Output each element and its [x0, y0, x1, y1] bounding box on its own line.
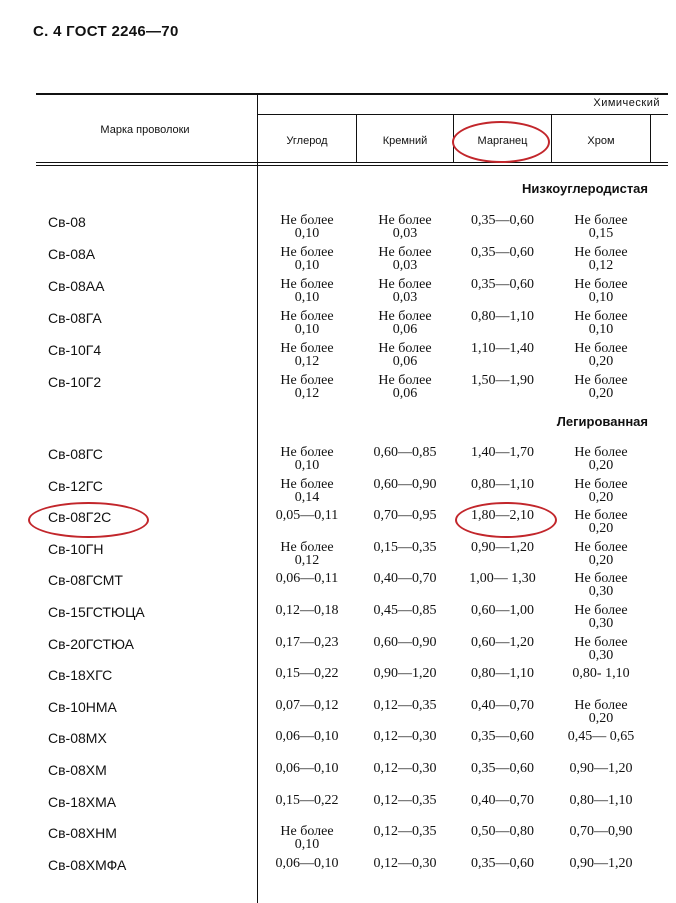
- cell-chromium: [552, 477, 650, 505]
- cell-line: Не более: [378, 373, 432, 388]
- column-group-label: Химический: [593, 97, 660, 109]
- cell-line-value: 0,10: [294, 837, 320, 853]
- cell-line: Не более: [280, 445, 334, 460]
- cell-chromium: [552, 603, 650, 631]
- cell-line: Не более: [280, 245, 334, 260]
- cell-carbon: [258, 698, 356, 713]
- cell-manganese: [454, 245, 551, 260]
- cell-line: Не более: [280, 539, 334, 555]
- row-grade: Св-10НМА: [48, 698, 117, 715]
- cell-line-value: 0,20: [588, 489, 614, 505]
- cell-line: Не более: [280, 277, 334, 292]
- cell-line: 0,06—0,10: [275, 855, 339, 871]
- cell-carbon: [258, 309, 356, 337]
- column-header-carbon: Углерод: [286, 135, 328, 147]
- cell-carbon: [258, 341, 356, 369]
- column-header-silicon: Кремний: [382, 135, 428, 147]
- cell-carbon: [258, 761, 356, 776]
- cell-line: 0,06—0,10: [275, 761, 339, 776]
- cell-chromium: [552, 824, 650, 839]
- cell-chromium: [552, 373, 650, 401]
- cell-line-value: 0,06: [392, 386, 418, 401]
- cell-line: 0,06—0,10: [275, 729, 339, 745]
- cell-line-value: 0,10: [294, 458, 320, 473]
- cell-carbon: [258, 824, 356, 852]
- cell-carbon: [258, 571, 356, 586]
- cell-silicon: [357, 571, 453, 586]
- cell-line-value: 0,10: [294, 322, 320, 337]
- cell-line: 0,12—0,18: [275, 603, 339, 618]
- cell-line-value: 0,10: [588, 290, 614, 305]
- cell-silicon: [357, 540, 453, 555]
- row-grade: Св-18ХМА: [48, 793, 117, 810]
- cell-line: 1,00— 1,30: [469, 571, 536, 587]
- cell-line: 0,15—0,22: [275, 666, 339, 682]
- cell-line: Не более: [574, 571, 628, 587]
- cell-line: 0,17—0,23: [275, 634, 339, 650]
- cell-line: 0,40—0,70: [373, 571, 437, 587]
- cell-silicon: [357, 477, 453, 492]
- cell-line-value: 0,20: [588, 710, 614, 726]
- cell-line: Не более: [280, 824, 334, 840]
- cell-chromium: [552, 698, 650, 726]
- cell-line-value: 0,30: [588, 647, 614, 663]
- cell-manganese: [454, 729, 551, 744]
- cell-line: Не более: [280, 476, 334, 492]
- row-grade: Св-18ХГС: [48, 667, 113, 684]
- row-grade: Св-12ГС: [48, 477, 103, 494]
- column-header-manganese: Марганец: [477, 135, 528, 147]
- cell-line: Не более: [574, 697, 628, 713]
- cell-line: 0,80- 1,10: [572, 666, 630, 682]
- cell-line: Не более: [574, 341, 628, 356]
- cell-line-value: 0,12: [294, 552, 320, 568]
- cell-line: 1,10—1,40: [471, 341, 534, 356]
- cell-line: 0,70—0,90: [569, 824, 633, 840]
- column-header-grade: Марка проволоки: [100, 124, 190, 136]
- header-bottom-rule-2: [36, 165, 668, 166]
- cell-line: 0,80—1,10: [471, 666, 534, 682]
- row-grade: Св-15ГСТЮЦА: [48, 604, 145, 620]
- header-bottom-rule: [36, 162, 668, 163]
- cell-line-value: 0,12: [588, 258, 614, 273]
- cell-line-value: 0,06: [392, 322, 418, 337]
- cell-line-value: 0,20: [588, 458, 614, 473]
- cell-line: 1,80—2,10: [471, 508, 534, 524]
- cell-line: 0,90—1,20: [373, 666, 437, 682]
- cell-line: 0,15—0,35: [373, 539, 437, 555]
- cell-line: 0,60—0,90: [373, 634, 437, 650]
- cell-line-value: 0,12: [294, 354, 320, 369]
- cell-line: 0,07—0,12: [275, 697, 339, 713]
- cell-line: 0,12—0,30: [373, 855, 437, 871]
- cell-line: Не более: [574, 245, 628, 260]
- cell-line: 1,40—1,70: [471, 445, 534, 460]
- cell-line: 0,60—0,90: [373, 476, 437, 492]
- cell-line-value: 0,15: [588, 226, 614, 241]
- row-grade: Св-20ГСТЮА: [48, 635, 134, 652]
- cell-line-value: 0,03: [392, 290, 418, 305]
- cell-line: Не более: [574, 373, 628, 388]
- cell-line-value: 0,10: [294, 258, 320, 273]
- cell-line: 0,80—1,10: [471, 309, 534, 324]
- cell-line-value: 0,30: [588, 584, 614, 600]
- cell-line: Не более: [280, 309, 334, 324]
- cell-silicon: [357, 824, 453, 839]
- page-header: С. 4 ГОСТ 2246—70: [33, 23, 179, 40]
- cell-manganese: [454, 824, 551, 839]
- row-grade: Св-08ГС: [48, 446, 103, 462]
- cell-line: 0,12—0,30: [373, 729, 437, 745]
- cell-manganese: [454, 341, 551, 356]
- row-grade: Св-08: [48, 214, 86, 230]
- cell-line-value: 0,14: [294, 489, 320, 505]
- cell-line: Не более: [378, 341, 432, 356]
- cell-carbon: [258, 856, 356, 871]
- cell-carbon: [258, 793, 356, 808]
- cell-carbon: [258, 245, 356, 273]
- cell-line-value: 0,03: [392, 258, 418, 273]
- cell-line-value: 0,06: [392, 354, 418, 369]
- cell-line-value: 0,20: [588, 386, 614, 401]
- cell-line-value: 0,30: [588, 616, 614, 631]
- cell-line-value: 0,03: [392, 226, 418, 241]
- cell-line-value: 0,20: [588, 354, 614, 369]
- cell-line: 0,90—1,20: [569, 855, 633, 871]
- cell-manganese: [454, 761, 551, 776]
- cell-chromium: [552, 761, 650, 776]
- cell-chromium: [552, 540, 650, 568]
- row-grade: Св-10ГН: [48, 540, 104, 557]
- cell-chromium: [552, 445, 650, 473]
- cell-line: 0,15—0,22: [275, 792, 339, 808]
- cell-silicon: [357, 603, 453, 618]
- section-title-low-carbon: Низкоуглеродистая: [522, 181, 648, 196]
- cell-line: 0,35—0,60: [471, 277, 534, 292]
- cell-manganese: [454, 698, 551, 713]
- cell-line-value: 0,10: [294, 290, 320, 305]
- row-grade: Св-08АА: [48, 278, 105, 294]
- cell-manganese: [454, 793, 551, 808]
- cell-line: 0,40—0,70: [471, 792, 534, 808]
- cell-line: 0,35—0,60: [471, 213, 534, 228]
- cell-line: Не более: [574, 309, 628, 324]
- cell-carbon: [258, 213, 356, 241]
- cell-line: 0,45— 0,65: [567, 729, 635, 745]
- cell-line: Не более: [280, 213, 334, 228]
- cell-carbon: [258, 729, 356, 744]
- cell-silicon: [357, 856, 453, 871]
- cell-line: 0,12—0,35: [373, 697, 437, 713]
- cell-line: 0,40—0,70: [471, 697, 534, 713]
- row-grade: Св-08Г2С: [48, 509, 112, 526]
- table-top-rule: [36, 93, 668, 95]
- cell-carbon: [258, 603, 356, 618]
- cell-line: Не более: [574, 277, 628, 292]
- cell-silicon: [357, 729, 453, 744]
- cell-line: 0,35—0,60: [471, 729, 534, 745]
- cell-line: 0,70—0,95: [373, 508, 437, 524]
- highlight-circle-manganese-value: [455, 502, 557, 538]
- cell-line: Не более: [574, 508, 628, 524]
- cell-line: 0,90—1,20: [569, 761, 633, 776]
- row-grade: Св-08МХ: [48, 730, 107, 747]
- cell-line: 0,35—0,60: [471, 855, 534, 871]
- row-grade: Св-10Г2: [48, 374, 102, 390]
- cell-line: 1,50—1,90: [471, 373, 534, 388]
- cell-chromium: [552, 245, 650, 273]
- cell-line: 0,05—0,11: [275, 508, 339, 524]
- section-title-alloyed: Легированная: [556, 414, 648, 429]
- cell-manganese: [454, 309, 551, 324]
- cell-carbon: [258, 277, 356, 305]
- cell-line: 0,80—1,10: [569, 792, 633, 808]
- group-underline: [258, 114, 668, 115]
- cell-chromium: [552, 213, 650, 241]
- cell-line-value: 0,20: [588, 552, 614, 568]
- cell-manganese: [454, 666, 551, 681]
- cell-silicon: [357, 635, 453, 650]
- cell-line: 0,12—0,35: [373, 824, 437, 840]
- cell-line: Не более: [378, 213, 432, 228]
- cell-carbon: [258, 373, 356, 401]
- cell-line: Не более: [574, 603, 628, 618]
- row-grade: Св-08ГСМТ: [48, 572, 123, 589]
- cell-line: Не более: [280, 373, 334, 388]
- row-grade: Св-08ГА: [48, 310, 102, 326]
- cell-manganese: [454, 373, 551, 388]
- cell-chromium: [552, 729, 650, 744]
- cell-chromium: [552, 571, 650, 599]
- cell-line-value: 0,10: [588, 322, 614, 337]
- cell-silicon: [357, 309, 453, 337]
- cell-chromium: [552, 666, 650, 681]
- cell-manganese: [454, 603, 551, 618]
- cell-chromium: [552, 341, 650, 369]
- cell-line: Не более: [378, 245, 432, 260]
- cell-silicon: [357, 213, 453, 241]
- cell-manganese: [454, 445, 551, 460]
- cell-chromium: [552, 856, 650, 871]
- cell-manganese: [454, 477, 551, 492]
- cell-silicon: [357, 373, 453, 401]
- row-grade: Св-10Г4: [48, 342, 102, 358]
- cell-chromium: [552, 793, 650, 808]
- cell-line: 0,45—0,85: [373, 603, 437, 618]
- cell-line: 0,80—1,10: [471, 476, 534, 492]
- cell-carbon: [258, 445, 356, 473]
- cell-chromium: [552, 508, 650, 536]
- cell-line: 0,06—0,11: [275, 571, 339, 587]
- cell-line: 0,12—0,35: [373, 792, 437, 808]
- cell-chromium: [552, 635, 650, 663]
- cell-silicon: [357, 793, 453, 808]
- cell-line-value: 0,10: [294, 226, 320, 241]
- cell-carbon: [258, 508, 356, 523]
- row-grade: Св-08А: [48, 246, 96, 262]
- highlight-circle-manganese-header: [452, 121, 550, 163]
- cell-line: 0,90—1,20: [471, 539, 534, 555]
- cell-silicon: [357, 761, 453, 776]
- cell-line: 0,35—0,60: [471, 761, 534, 776]
- cell-line: 0,35—0,60: [471, 245, 534, 260]
- cell-silicon: [357, 277, 453, 305]
- cell-line: Не более: [378, 309, 432, 324]
- cell-line: 0,60—1,20: [471, 634, 534, 650]
- cell-carbon: [258, 477, 356, 505]
- cell-carbon: [258, 666, 356, 681]
- cell-line: 0,12—0,30: [373, 761, 437, 776]
- cell-line: 0,60—1,00: [471, 603, 534, 618]
- cell-manganese: [454, 856, 551, 871]
- cell-line-value: 0,20: [588, 521, 614, 537]
- cell-chromium: [552, 309, 650, 337]
- row-grade: Св-08ХМФА: [48, 856, 127, 873]
- cell-manganese: [454, 540, 551, 555]
- cell-line: Не более: [574, 445, 628, 460]
- cell-silicon: [357, 666, 453, 681]
- cell-line: Не более: [574, 539, 628, 555]
- cell-chromium: [552, 277, 650, 305]
- row-grade: Св-08ХНМ: [48, 825, 117, 842]
- cell-line: Не более: [574, 634, 628, 650]
- cell-line: Не более: [378, 277, 432, 292]
- cell-line: Не более: [280, 341, 334, 356]
- cell-silicon: [357, 341, 453, 369]
- cell-line-value: 0,12: [294, 386, 320, 401]
- cell-silicon: [357, 508, 453, 523]
- cell-carbon: [258, 635, 356, 650]
- cell-silicon: [357, 245, 453, 273]
- cell-line: 0,50—0,80: [471, 824, 534, 840]
- cell-line: Не более: [574, 476, 628, 492]
- cell-line: Не более: [574, 213, 628, 228]
- row-grade: Св-08ХМ: [48, 762, 107, 778]
- cell-carbon: [258, 540, 356, 568]
- cell-manganese: [454, 277, 551, 292]
- col-separator: [650, 115, 651, 163]
- highlight-circle-grade-08g2s: [28, 502, 149, 538]
- cell-manganese: [454, 213, 551, 228]
- cell-silicon: [357, 445, 453, 460]
- cell-silicon: [357, 698, 453, 713]
- cell-line: 0,60—0,85: [373, 445, 437, 460]
- cell-manganese: [454, 635, 551, 650]
- column-header-chromium: Хром: [587, 135, 615, 147]
- cell-manganese: [454, 571, 551, 586]
